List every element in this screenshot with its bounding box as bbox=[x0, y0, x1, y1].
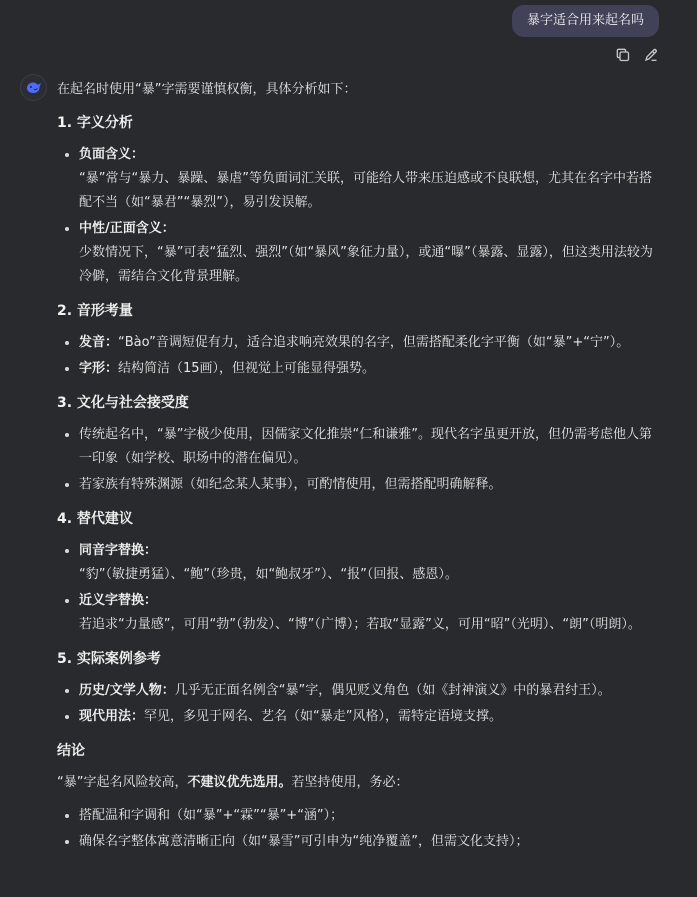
assistant-answer bbox=[57, 78, 661, 864]
item-text: “Bào”音调短促有力，适合追求响亮效果的名字，但需搭配柔化字平衡（如“暴”+“宁”）。 bbox=[118, 335, 630, 350]
user-message-actions bbox=[614, 47, 660, 63]
item-text: “暴”常与“暴力、暴躁、暴虐”等负面词汇关联，可能给人带来压迫感或不良联想，尤其在名字中若搭配不当（如“暴君”“暴烈”），易引发误解。 bbox=[79, 171, 652, 210]
section-heading: 3. 文化与社会接受度 bbox=[57, 395, 189, 411]
list-item: 确保名字整体寓意清晰正向（如“暴雪”可引申为“纯净覆盖”，但需文化支持）； bbox=[57, 830, 661, 854]
item-text: 若追求“力量感”，可用“勃”（勃发）、“博”（广博）；若取“显露”义，可用“昭”（光明）、“朗”（明朗）。 bbox=[79, 617, 641, 632]
item-text: 若家族有特殊渊源（如纪念某人某事），可酌情使用，但需搭配明确解释。 bbox=[79, 477, 502, 492]
item-label: 字形： bbox=[79, 361, 119, 376]
section-list bbox=[57, 143, 661, 289]
conclusion-heading: 结论 bbox=[57, 743, 85, 759]
list-item bbox=[57, 679, 661, 703]
item-label: 中性/正面含义： bbox=[79, 221, 175, 236]
list-item bbox=[57, 331, 661, 355]
conclusion-tail: 若坚持使用，务必： bbox=[291, 775, 409, 790]
section-heading: 1. 字义分析 bbox=[57, 115, 133, 131]
item-label: 同音字替换： bbox=[79, 543, 158, 558]
item-label: 现代用法： bbox=[79, 709, 145, 724]
conclusion-emphasis: 不建议优先选用。 bbox=[187, 775, 292, 790]
item-label: 负面含义： bbox=[79, 147, 145, 162]
conclusion-lead: “暴”字起名风险较高， bbox=[57, 775, 188, 790]
conclusion-list bbox=[57, 804, 661, 854]
item-label: 历史/文学人物： bbox=[79, 683, 175, 698]
user-message-bubble: 暴字适合用来起名吗 bbox=[512, 5, 659, 37]
item-text: 几乎无正面名例含“暴”字，偶见贬义角色（如《封神演义》中的暴君纣王）。 bbox=[174, 683, 611, 698]
list-item bbox=[57, 217, 661, 289]
conclusion-paragraph bbox=[57, 771, 661, 795]
item-text: 结构简洁（15画），但视觉上可能显得强势。 bbox=[118, 361, 376, 376]
copy-icon[interactable] bbox=[614, 47, 632, 63]
list-item: 搭配温和字调和（如“暴”+“霖”“暴”+“涵”）； bbox=[57, 804, 661, 828]
section-list bbox=[57, 539, 661, 637]
list-item bbox=[57, 357, 661, 381]
list-item bbox=[57, 473, 661, 497]
item-text: “豹”（敏捷勇猛）、“鲍”（珍贵，如“鲍叔牙”）、“报”（回报、感恩）。 bbox=[79, 567, 458, 582]
list-item bbox=[57, 589, 661, 637]
item-text: 传统起名中，“暴”字极少使用，因儒家文化推崇“仁和谦雅”。现代名字虽更开放，但仍需考虑他人第一印象（如学校、职场中的潜在偏见）。 bbox=[79, 427, 652, 466]
section-heading: 5. 实际案例参考 bbox=[57, 651, 161, 667]
list-item bbox=[57, 705, 661, 729]
section-list bbox=[57, 331, 661, 381]
answer-intro: 在起名时使用“暴”字需要谨慎权衡，具体分析如下： bbox=[57, 82, 357, 97]
item-label: 近义字替换： bbox=[79, 593, 158, 608]
section-list bbox=[57, 679, 661, 729]
section-heading: 2. 音形考量 bbox=[57, 303, 133, 319]
deepseek-logo-icon bbox=[20, 74, 47, 101]
list-item bbox=[57, 423, 661, 471]
list-item bbox=[57, 539, 661, 587]
list-item bbox=[57, 143, 661, 215]
item-label: 发音： bbox=[79, 335, 119, 350]
item-text: 罕见，多见于网名、艺名（如“暴走”风格），需特定语境支撑。 bbox=[144, 709, 502, 724]
item-text: 少数情况下，“暴”可表“猛烈、强烈”（如“暴风”象征力量），或通“曝”（暴露、显露），但这类用法较为冷僻，需结合文化背景理解。 bbox=[79, 245, 653, 284]
section-list bbox=[57, 423, 661, 497]
section-heading: 4. 替代建议 bbox=[57, 511, 133, 527]
edit-icon[interactable] bbox=[642, 47, 660, 63]
